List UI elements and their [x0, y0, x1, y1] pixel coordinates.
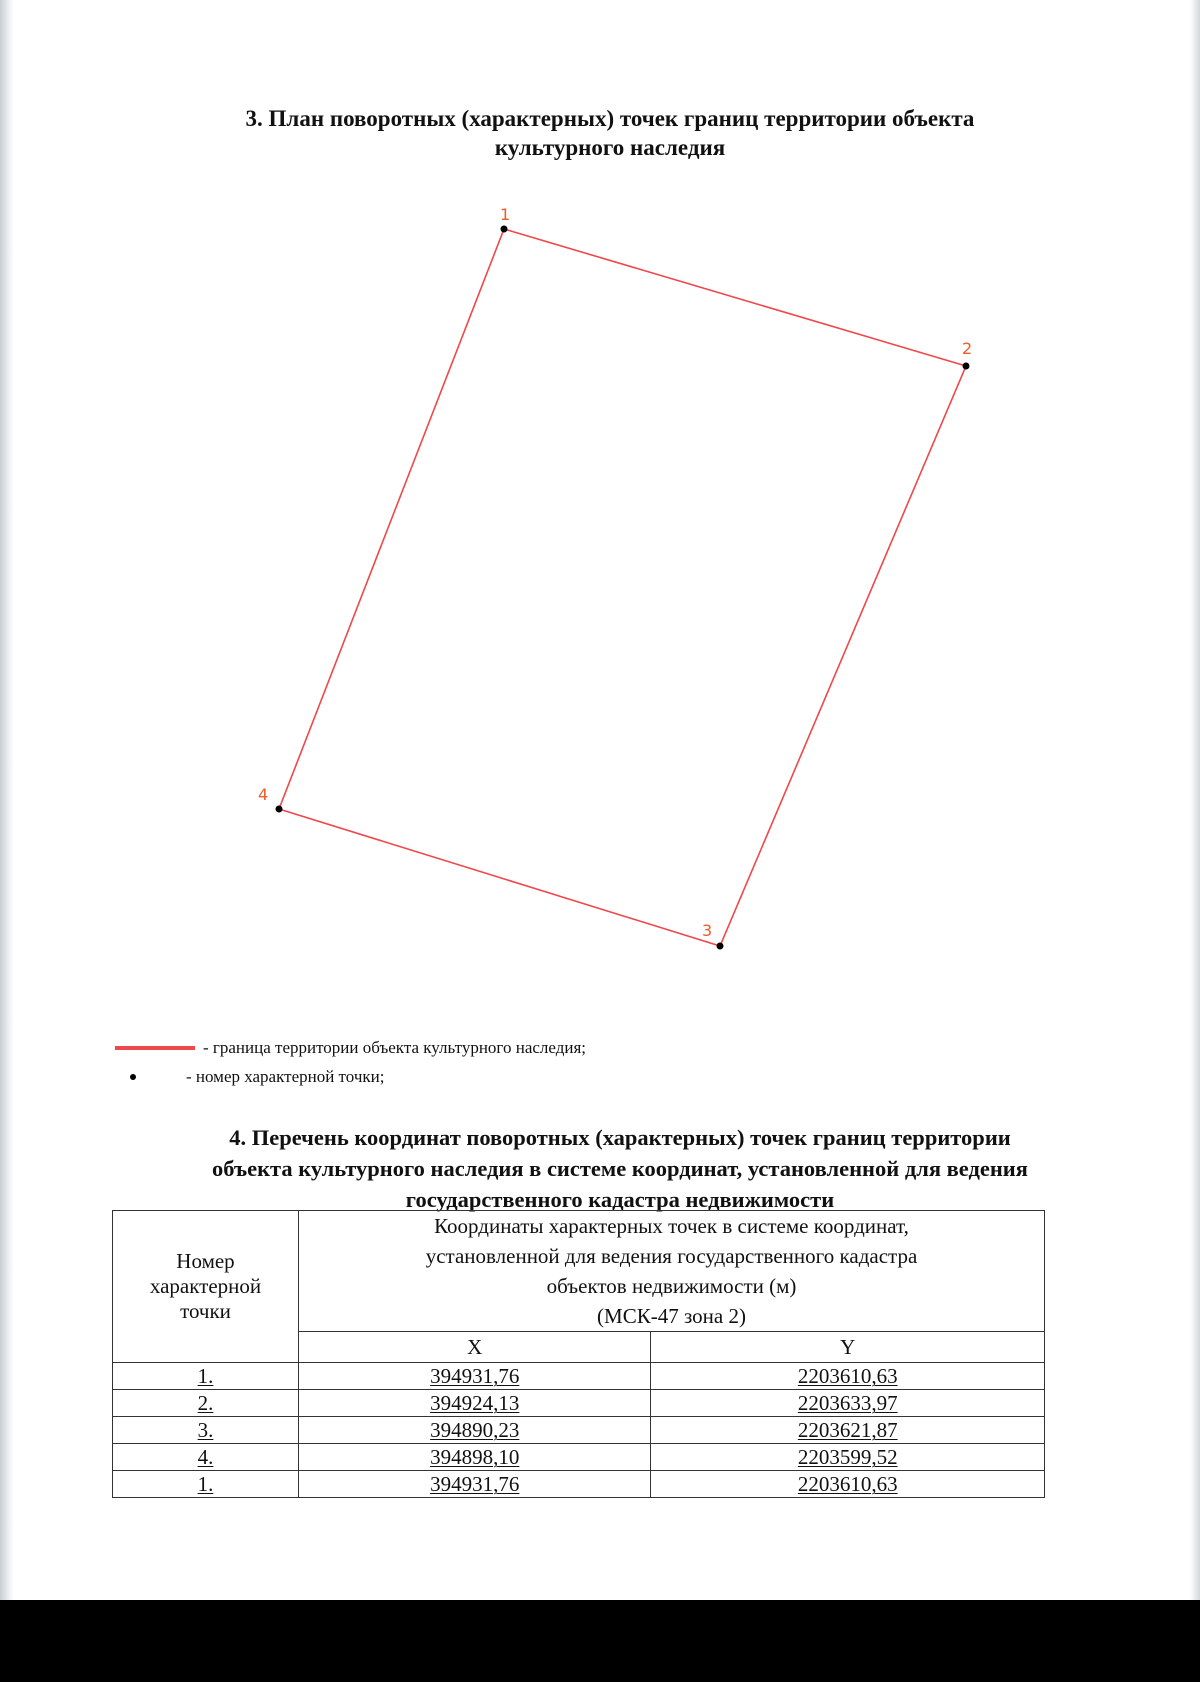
section-3-title-line-2: культурного наследия	[494, 135, 726, 160]
point-marker-3	[717, 943, 724, 950]
point-number-header-line-2: характерной	[149, 1274, 262, 1298]
point-label-4: 4	[258, 785, 269, 804]
coordinates-header-line-3: объектов недвижимости (м)	[546, 1274, 797, 1298]
section-4-title-line-1: 4. Перечень координат поворотных (характерных) точек границ территории	[229, 1125, 1011, 1150]
point-number: 1.	[197, 1364, 214, 1388]
legend-point-swatch	[130, 1074, 136, 1080]
table-header-row	[113, 1211, 1045, 1332]
y-value: 2203621,87	[797, 1418, 898, 1442]
table-row	[113, 1390, 1045, 1417]
table-row	[113, 1417, 1045, 1444]
point-label-2: 2	[962, 339, 973, 358]
boundary-polygon	[279, 229, 966, 946]
section-3-title-line-1: 3. План поворотных (характерных) точек границ территории объекта	[245, 106, 975, 131]
legend-point-text: - номер характерной точки;	[186, 1067, 385, 1086]
point-label-1: 1	[500, 205, 511, 224]
coordinates-table	[112, 1210, 1045, 1498]
section-4-title	[100, 1122, 1140, 1215]
x-cell	[299, 1363, 651, 1390]
coordinates-header-line-1: Координаты характерных точек в системе координат,	[434, 1214, 909, 1238]
y-value: 2203599,52	[797, 1445, 898, 1469]
x-value: 394931,76	[430, 1364, 520, 1388]
y-cell	[651, 1444, 1045, 1471]
y-value: 2203633,97	[797, 1391, 898, 1415]
point-number-header-line-1: Номер	[176, 1249, 235, 1273]
y-cell	[651, 1471, 1045, 1498]
coordinates-header	[299, 1211, 1045, 1332]
x-value: 394890,23	[430, 1418, 520, 1442]
point-number-header-line-3: точки	[180, 1299, 231, 1323]
point-number-cell	[113, 1471, 299, 1498]
section-4-title-line-2: объекта культурного наследия в системе координат, установленной для ведения	[212, 1156, 1028, 1181]
point-marker-2	[963, 363, 970, 370]
y-cell	[651, 1417, 1045, 1444]
x-value: 394924,13	[430, 1391, 520, 1415]
table-row	[113, 1471, 1045, 1498]
point-number: 1.	[197, 1472, 214, 1496]
scan-bottom-border	[0, 1600, 1200, 1682]
point-label-3: 3	[702, 921, 713, 940]
y-cell	[651, 1363, 1045, 1390]
x-cell	[299, 1471, 651, 1498]
x-cell	[299, 1444, 651, 1471]
x-cell	[299, 1390, 651, 1417]
y-value: 2203610,63	[797, 1364, 898, 1388]
x-cell	[299, 1417, 651, 1444]
y-value: 2203610,63	[797, 1472, 898, 1496]
y-cell	[651, 1390, 1045, 1417]
coordinates-header-line-2: установленной для ведения государственного кадастра	[425, 1244, 918, 1268]
point-number-cell	[113, 1363, 299, 1390]
section-4-title-line-3: государственного кадастра недвижимости	[405, 1187, 835, 1212]
point-number-cell	[113, 1444, 299, 1471]
y-column-header: Y	[651, 1332, 1045, 1363]
legend-boundary-text: - граница территории объекта культурного наследия;	[203, 1038, 587, 1057]
point-number: 2.	[197, 1391, 214, 1415]
point-number: 3.	[197, 1418, 214, 1442]
table-row	[113, 1444, 1045, 1471]
point-number-header	[113, 1211, 299, 1363]
point-number-cell	[113, 1390, 299, 1417]
point-number: 4.	[197, 1445, 214, 1469]
legend-boundary	[115, 1037, 586, 1059]
point-number-cell	[113, 1417, 299, 1444]
x-column-header: X	[299, 1332, 651, 1363]
legend-boundary-swatch	[115, 1046, 195, 1050]
coordinates-header-line-4: (МСК-47 зона 2)	[597, 1304, 746, 1328]
table-row	[113, 1363, 1045, 1390]
point-marker-1	[501, 226, 508, 233]
point-marker-4	[276, 806, 283, 813]
x-value: 394898,10	[430, 1445, 520, 1469]
x-value: 394931,76	[430, 1472, 520, 1496]
legend-point	[115, 1066, 384, 1088]
